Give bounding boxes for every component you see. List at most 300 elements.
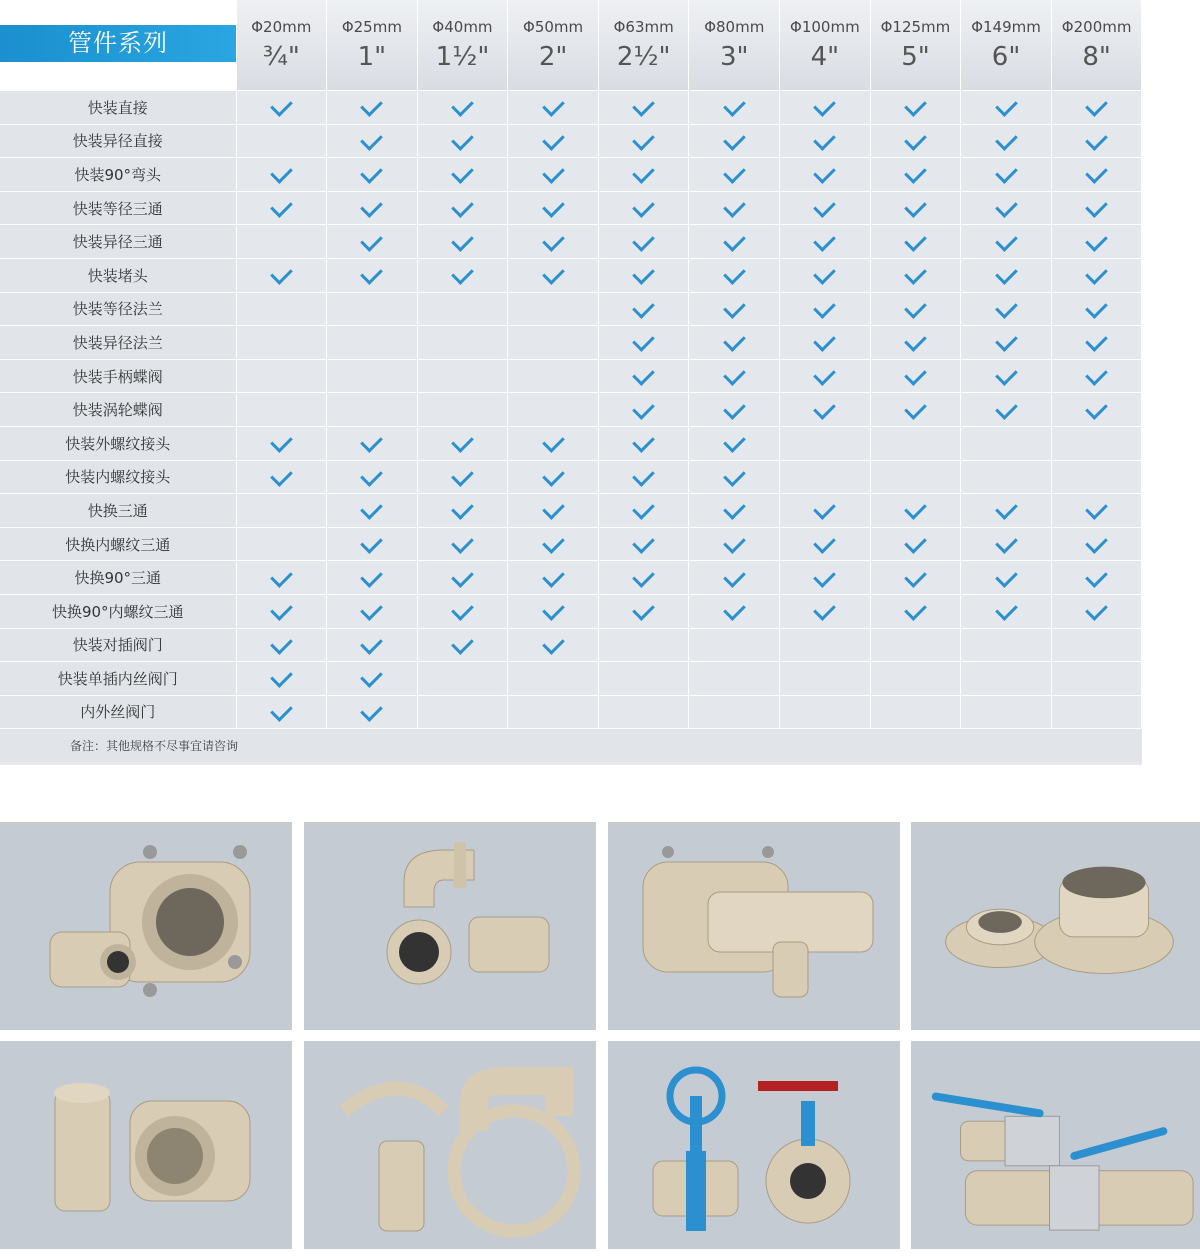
availability-cell bbox=[598, 460, 689, 494]
availability-cell bbox=[689, 426, 780, 460]
checkmark-icon bbox=[270, 94, 293, 117]
checkmark-icon bbox=[270, 632, 293, 655]
availability-cell bbox=[961, 695, 1052, 729]
availability-cell bbox=[417, 426, 508, 460]
size-header-0 bbox=[236, 0, 327, 91]
availability-cell bbox=[780, 494, 871, 528]
availability-cell bbox=[236, 594, 327, 628]
checkmark-icon bbox=[361, 666, 384, 689]
availability-cell bbox=[508, 225, 599, 259]
checkmark-icon bbox=[542, 262, 565, 285]
checkmark-icon bbox=[995, 598, 1018, 621]
availability-cell bbox=[689, 124, 780, 158]
availability-cell bbox=[870, 359, 961, 393]
availability-cell bbox=[327, 91, 418, 125]
checkmark-icon bbox=[814, 498, 837, 521]
availability-cell bbox=[236, 326, 327, 360]
availability-cell bbox=[598, 191, 689, 225]
availability-cell bbox=[236, 662, 327, 696]
availability-cell bbox=[417, 494, 508, 528]
fitting-name: 快装异径法兰 bbox=[0, 326, 236, 360]
availability-cell bbox=[1051, 225, 1142, 259]
availability-cell bbox=[870, 460, 961, 494]
table-row bbox=[0, 258, 1142, 292]
availability-cell bbox=[417, 393, 508, 427]
checkmark-icon bbox=[904, 598, 927, 621]
checkmark-icon bbox=[632, 363, 655, 386]
product-photo bbox=[304, 1041, 596, 1249]
checkmark-icon bbox=[632, 128, 655, 151]
availability-cell bbox=[870, 628, 961, 662]
availability-cell bbox=[327, 494, 418, 528]
availability-cell bbox=[598, 258, 689, 292]
checkmark-icon bbox=[904, 397, 927, 420]
product-photo bbox=[0, 1041, 292, 1249]
availability-cell bbox=[508, 594, 599, 628]
checkmark-icon bbox=[361, 162, 384, 185]
availability-cell bbox=[598, 426, 689, 460]
checkmark-icon bbox=[1085, 94, 1108, 117]
fitting-name: 快装异径直接 bbox=[0, 124, 236, 158]
availability-cell bbox=[598, 594, 689, 628]
checkmark-icon bbox=[904, 363, 927, 386]
availability-cell bbox=[780, 225, 871, 259]
checkmark-icon bbox=[1085, 363, 1108, 386]
checkmark-icon bbox=[361, 430, 384, 453]
checkmark-icon bbox=[995, 94, 1018, 117]
availability-cell bbox=[508, 628, 599, 662]
fitting-name: 内外丝阀门 bbox=[0, 695, 236, 729]
availability-cell bbox=[508, 124, 599, 158]
checkmark-icon bbox=[451, 162, 474, 185]
availability-cell bbox=[598, 695, 689, 729]
availability-cell bbox=[780, 124, 871, 158]
checkmark-icon bbox=[451, 464, 474, 487]
checkmark-icon bbox=[361, 531, 384, 554]
availability-cell bbox=[417, 527, 508, 561]
table-row bbox=[0, 359, 1142, 393]
butterfly-valve-icon bbox=[608, 1041, 900, 1249]
fitting-name: 快装对插阀门 bbox=[0, 628, 236, 662]
checkmark-icon bbox=[995, 195, 1018, 218]
availability-cell bbox=[961, 326, 1052, 360]
checkmark-icon bbox=[270, 262, 293, 285]
checkmark-icon bbox=[361, 262, 384, 285]
checkmark-icon bbox=[542, 598, 565, 621]
checkmark-icon bbox=[1085, 262, 1108, 285]
availability-cell bbox=[598, 91, 689, 125]
availability-cell bbox=[961, 426, 1052, 460]
fitting-name: 快换三通 bbox=[0, 494, 236, 528]
availability-cell bbox=[689, 191, 780, 225]
checkmark-icon bbox=[451, 262, 474, 285]
availability-cell bbox=[236, 225, 327, 259]
availability-cell bbox=[236, 258, 327, 292]
checkmark-icon bbox=[270, 598, 293, 621]
checkmark-icon bbox=[814, 531, 837, 554]
availability-cell bbox=[1051, 527, 1142, 561]
checkmark-icon bbox=[361, 498, 384, 521]
table-note: 备注：其他规格不尽事宜请咨询 bbox=[0, 729, 1142, 763]
checkmark-icon bbox=[361, 699, 384, 722]
checkmark-icon bbox=[814, 195, 837, 218]
availability-cell bbox=[780, 393, 871, 427]
checkmark-icon bbox=[904, 262, 927, 285]
checkmark-icon bbox=[723, 363, 746, 386]
checkmark-icon bbox=[542, 464, 565, 487]
checkmark-icon bbox=[451, 498, 474, 521]
checkmark-icon bbox=[542, 195, 565, 218]
checkmark-icon bbox=[542, 162, 565, 185]
availability-cell bbox=[1051, 494, 1142, 528]
availability-cell bbox=[961, 662, 1052, 696]
availability-cell bbox=[870, 91, 961, 125]
checkmark-icon bbox=[995, 296, 1018, 319]
checkmark-icon bbox=[814, 162, 837, 185]
availability-cell bbox=[598, 326, 689, 360]
checkmark-icon bbox=[270, 699, 293, 722]
availability-cell bbox=[1051, 594, 1142, 628]
availability-cell bbox=[508, 158, 599, 192]
availability-cell bbox=[780, 460, 871, 494]
availability-cell bbox=[780, 426, 871, 460]
checkmark-icon bbox=[1085, 565, 1108, 588]
elbow-icon bbox=[304, 822, 596, 1030]
availability-cell bbox=[780, 91, 871, 125]
availability-cell bbox=[508, 359, 599, 393]
availability-cell bbox=[1051, 662, 1142, 696]
table-row bbox=[0, 494, 1142, 528]
availability-cell bbox=[689, 225, 780, 259]
availability-cell bbox=[870, 662, 961, 696]
checkmark-icon bbox=[632, 430, 655, 453]
checkmark-icon bbox=[270, 565, 293, 588]
fitting-name: 快装单插内丝阀门 bbox=[0, 662, 236, 696]
availability-cell bbox=[961, 225, 1052, 259]
availability-cell bbox=[236, 628, 327, 662]
availability-cell bbox=[961, 124, 1052, 158]
availability-cell bbox=[417, 191, 508, 225]
product-photo bbox=[0, 822, 292, 1030]
checkmark-icon bbox=[542, 498, 565, 521]
availability-cell bbox=[961, 460, 1052, 494]
checkmark-icon bbox=[723, 498, 746, 521]
checkmark-icon bbox=[814, 397, 837, 420]
product-photo bbox=[911, 1041, 1200, 1249]
availability-cell bbox=[689, 628, 780, 662]
checkmark-icon bbox=[723, 330, 746, 353]
table-row bbox=[0, 292, 1142, 326]
size-inch-label: 6" bbox=[991, 42, 1021, 72]
availability-cell bbox=[689, 326, 780, 360]
availability-cell bbox=[870, 561, 961, 595]
availability-cell bbox=[1051, 91, 1142, 125]
checkmark-icon bbox=[451, 598, 474, 621]
availability-cell bbox=[1051, 460, 1142, 494]
availability-cell bbox=[327, 158, 418, 192]
checkmark-icon bbox=[270, 464, 293, 487]
availability-cell bbox=[327, 359, 418, 393]
table-row bbox=[0, 662, 1142, 696]
checkmark-icon bbox=[995, 565, 1018, 588]
checkmark-icon bbox=[451, 128, 474, 151]
checkmark-icon bbox=[814, 128, 837, 151]
checkmark-icon bbox=[904, 565, 927, 588]
checkmark-icon bbox=[632, 94, 655, 117]
tee-icon bbox=[608, 822, 900, 1030]
checkmark-icon bbox=[995, 531, 1018, 554]
checkmark-icon bbox=[451, 94, 474, 117]
availability-cell bbox=[689, 561, 780, 595]
checkmark-icon bbox=[723, 430, 746, 453]
checkmark-icon bbox=[904, 229, 927, 252]
availability-cell bbox=[961, 258, 1052, 292]
availability-cell bbox=[870, 258, 961, 292]
size-inch-label: 1" bbox=[357, 42, 387, 72]
checkmark-icon bbox=[904, 162, 927, 185]
checkmark-icon bbox=[361, 195, 384, 218]
checkmark-icon bbox=[451, 229, 474, 252]
checkmark-icon bbox=[1085, 195, 1108, 218]
checkmark-icon bbox=[904, 94, 927, 117]
availability-cell bbox=[870, 426, 961, 460]
availability-cell bbox=[508, 326, 599, 360]
checkmark-icon bbox=[995, 262, 1018, 285]
size-header-3 bbox=[508, 0, 599, 91]
checkmark-icon bbox=[995, 363, 1018, 386]
checkmark-icon bbox=[904, 128, 927, 151]
checkmark-icon bbox=[1085, 162, 1108, 185]
checkmark-icon bbox=[723, 162, 746, 185]
availability-cell bbox=[508, 662, 599, 696]
table-row bbox=[0, 460, 1142, 494]
availability-cell bbox=[327, 594, 418, 628]
fitting-name: 快装90°弯头 bbox=[0, 158, 236, 192]
availability-cell bbox=[598, 124, 689, 158]
table-row bbox=[0, 91, 1142, 125]
fitting-name: 快换90°三通 bbox=[0, 561, 236, 595]
checkmark-icon bbox=[270, 430, 293, 453]
availability-cell bbox=[870, 494, 961, 528]
availability-cell bbox=[327, 393, 418, 427]
availability-cell bbox=[327, 460, 418, 494]
table-row bbox=[0, 225, 1142, 259]
size-mm-label: Φ20mm bbox=[251, 18, 312, 36]
availability-cell bbox=[236, 426, 327, 460]
checkmark-icon bbox=[995, 128, 1018, 151]
checkmark-icon bbox=[995, 229, 1018, 252]
checkmark-icon bbox=[632, 229, 655, 252]
availability-cell bbox=[780, 594, 871, 628]
table-body bbox=[0, 91, 1142, 763]
availability-cell bbox=[1051, 124, 1142, 158]
checkmark-icon bbox=[1085, 330, 1108, 353]
fitting-name: 快装手柄蝶阀 bbox=[0, 359, 236, 393]
series-title: 管件系列 bbox=[0, 25, 236, 62]
checkmark-icon bbox=[632, 397, 655, 420]
availability-cell bbox=[780, 292, 871, 326]
checkmark-icon bbox=[1085, 598, 1108, 621]
fitting-name: 快换内螺纹三通 bbox=[0, 527, 236, 561]
availability-cell bbox=[598, 527, 689, 561]
fitting-name: 快装堵头 bbox=[0, 258, 236, 292]
availability-cell bbox=[598, 292, 689, 326]
table-row bbox=[0, 628, 1142, 662]
size-mm-label: Φ100mm bbox=[790, 18, 860, 36]
checkmark-icon bbox=[814, 330, 837, 353]
checkmark-icon bbox=[542, 531, 565, 554]
availability-cell bbox=[598, 628, 689, 662]
checkmark-icon bbox=[451, 632, 474, 655]
availability-cell bbox=[236, 191, 327, 225]
availability-cell bbox=[961, 191, 1052, 225]
checkmark-icon bbox=[451, 565, 474, 588]
checkmark-icon bbox=[723, 531, 746, 554]
checkmark-icon bbox=[632, 195, 655, 218]
product-photo bbox=[304, 822, 596, 1030]
availability-cell bbox=[236, 695, 327, 729]
availability-cell bbox=[236, 124, 327, 158]
availability-cell bbox=[780, 158, 871, 192]
product-photo bbox=[608, 822, 900, 1030]
table-row bbox=[0, 561, 1142, 595]
availability-cell bbox=[236, 494, 327, 528]
checkmark-icon bbox=[995, 162, 1018, 185]
size-mm-label: Φ40mm bbox=[432, 18, 493, 36]
availability-cell bbox=[236, 91, 327, 125]
availability-cell bbox=[1051, 426, 1142, 460]
availability-cell bbox=[870, 158, 961, 192]
fitting-name: 快装内螺纹接头 bbox=[0, 460, 236, 494]
availability-cell bbox=[961, 91, 1052, 125]
availability-cell bbox=[327, 662, 418, 696]
fitting-name: 快装等径三通 bbox=[0, 191, 236, 225]
availability-cell bbox=[508, 527, 599, 561]
size-header-4 bbox=[598, 0, 689, 91]
availability-cell bbox=[236, 460, 327, 494]
product-photo bbox=[911, 822, 1200, 1030]
size-mm-label: Φ25mm bbox=[341, 18, 402, 36]
size-inch-label: 8" bbox=[1082, 42, 1111, 72]
availability-cell bbox=[961, 561, 1052, 595]
size-header-7 bbox=[870, 0, 961, 91]
availability-cell bbox=[417, 91, 508, 125]
series-header-cell bbox=[0, 0, 236, 91]
table-row bbox=[0, 426, 1142, 460]
availability-cell bbox=[780, 695, 871, 729]
availability-cell bbox=[961, 594, 1052, 628]
availability-cell bbox=[961, 393, 1052, 427]
availability-cell bbox=[870, 594, 961, 628]
availability-cell bbox=[870, 527, 961, 561]
availability-cell bbox=[689, 359, 780, 393]
availability-cell bbox=[598, 158, 689, 192]
availability-cell bbox=[598, 393, 689, 427]
availability-cell bbox=[689, 393, 780, 427]
checkmark-icon bbox=[361, 632, 384, 655]
availability-cell bbox=[598, 662, 689, 696]
checkmark-icon bbox=[542, 430, 565, 453]
size-header-5 bbox=[689, 0, 780, 91]
checkmark-icon bbox=[723, 598, 746, 621]
availability-cell bbox=[327, 124, 418, 158]
checkmark-icon bbox=[632, 598, 655, 621]
size-mm-label: Φ125mm bbox=[880, 18, 951, 36]
size-inch-label: 2" bbox=[538, 42, 568, 72]
availability-cell bbox=[689, 292, 780, 326]
checkmark-icon bbox=[632, 464, 655, 487]
checkmark-icon bbox=[451, 430, 474, 453]
availability-cell bbox=[508, 191, 599, 225]
size-header-8 bbox=[961, 0, 1052, 91]
checkmark-icon bbox=[723, 229, 746, 252]
product-photo bbox=[608, 1041, 900, 1249]
availability-cell bbox=[236, 158, 327, 192]
availability-cell bbox=[689, 594, 780, 628]
availability-cell bbox=[417, 225, 508, 259]
availability-cell bbox=[961, 292, 1052, 326]
size-mm-label: Φ149mm bbox=[971, 18, 1041, 36]
availability-cell bbox=[417, 662, 508, 696]
fitting-name: 快装外螺纹接头 bbox=[0, 426, 236, 460]
checkmark-icon bbox=[723, 464, 746, 487]
availability-cell bbox=[1051, 561, 1142, 595]
checkmark-icon bbox=[542, 229, 565, 252]
availability-cell bbox=[689, 158, 780, 192]
saddle-clamp-icon bbox=[304, 1041, 596, 1249]
availability-cell bbox=[236, 561, 327, 595]
checkmark-icon bbox=[1085, 397, 1108, 420]
checkmark-icon bbox=[904, 195, 927, 218]
availability-cell bbox=[961, 527, 1052, 561]
checkmark-icon bbox=[723, 195, 746, 218]
availability-cell bbox=[780, 191, 871, 225]
checkmark-icon bbox=[814, 296, 837, 319]
checkmark-icon bbox=[361, 598, 384, 621]
availability-cell bbox=[870, 225, 961, 259]
availability-cell bbox=[689, 662, 780, 696]
checkmark-icon bbox=[361, 565, 384, 588]
size-mm-label: Φ80mm bbox=[704, 18, 765, 36]
availability-cell bbox=[1051, 158, 1142, 192]
availability-cell bbox=[327, 225, 418, 259]
checkmark-icon bbox=[542, 94, 565, 117]
table-row bbox=[0, 594, 1142, 628]
availability-cell bbox=[236, 393, 327, 427]
availability-cell bbox=[417, 695, 508, 729]
checkmark-icon bbox=[723, 296, 746, 319]
fitting-name: 快装直接 bbox=[0, 91, 236, 125]
availability-cell bbox=[417, 124, 508, 158]
checkmark-icon bbox=[723, 94, 746, 117]
availability-cell bbox=[417, 594, 508, 628]
size-inch-label: ¾" bbox=[262, 42, 300, 72]
checkmark-icon bbox=[542, 565, 565, 588]
checkmark-icon bbox=[632, 296, 655, 319]
availability-cell bbox=[508, 393, 599, 427]
checkmark-icon bbox=[542, 632, 565, 655]
availability-cell bbox=[1051, 292, 1142, 326]
availability-cell bbox=[1051, 628, 1142, 662]
availability-cell bbox=[417, 292, 508, 326]
size-inch-label: 3" bbox=[720, 42, 749, 72]
checkmark-icon bbox=[361, 229, 384, 252]
availability-cell bbox=[961, 628, 1052, 662]
size-mm-label: Φ50mm bbox=[523, 18, 584, 36]
checkmark-icon bbox=[904, 498, 927, 521]
availability-cell bbox=[870, 191, 961, 225]
checkmark-icon bbox=[1085, 229, 1108, 252]
